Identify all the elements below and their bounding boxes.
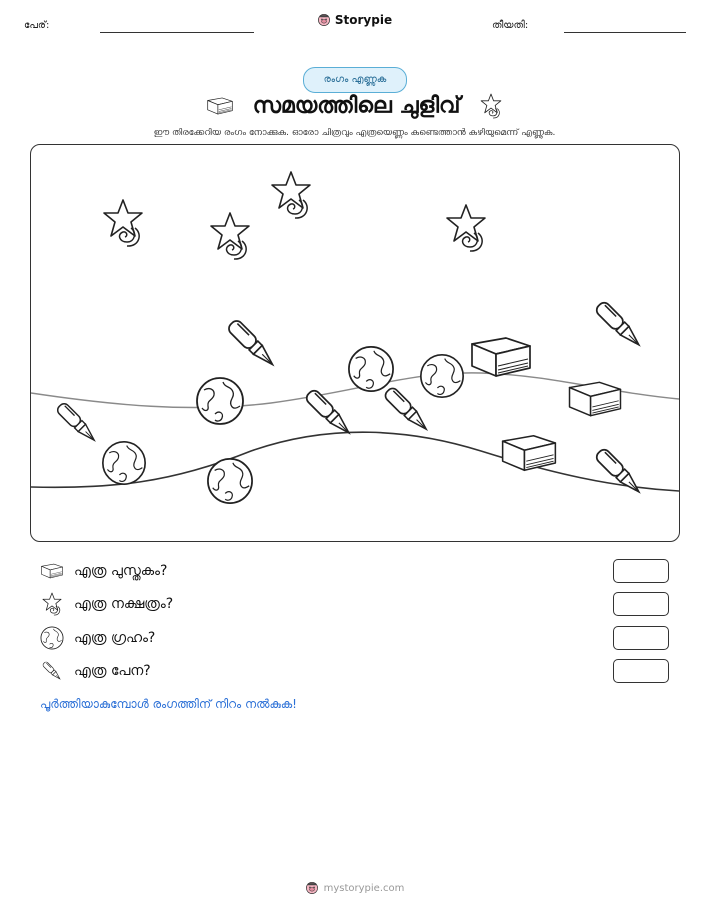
storypie-logo-icon <box>305 881 319 895</box>
question-row-stars <box>40 591 173 617</box>
book-icon <box>503 436 556 471</box>
footer-url[interactable]: mystorypie.com <box>323 882 405 894</box>
counting-scene <box>30 144 680 542</box>
name-label: പേര്: <box>24 20 50 31</box>
answer-box-stars[interactable] <box>613 592 669 616</box>
book-icon <box>206 95 234 117</box>
question-row-pens <box>40 658 151 684</box>
answer-box-pens[interactable] <box>613 659 669 683</box>
shooting-star-icon <box>40 592 64 616</box>
shooting-star-icon <box>447 205 485 251</box>
question-row-books <box>40 558 167 584</box>
finish-note: പൂർത്തിയാകുമ്പോൾ രംഗത്തിന് നിറം നൽകുക! <box>40 697 297 711</box>
answer-box-planets[interactable] <box>613 626 669 650</box>
instruction-text: ഈ തിരക്കേറിയ രംഗം നോക്കുക. ഓരോ ചിത്രവും എത്രയെണ്ണം കണ്ടെത്താൻ കഴിയുമെന്ന് എണ്ണുക. <box>153 128 556 138</box>
date-label: തീയതി: <box>492 20 529 31</box>
globe-icon <box>349 347 393 391</box>
date-line[interactable] <box>564 32 686 33</box>
activity-tag: രംഗം എണ്ണുക <box>303 67 407 93</box>
shooting-star-icon <box>104 200 142 246</box>
fountain-pen-icon <box>594 447 643 496</box>
globe-icon <box>208 459 252 503</box>
shooting-star-icon <box>479 93 503 119</box>
question-text: എത്ര ഗ്രഹം? <box>74 630 156 646</box>
question-text: എത്ര നക്ഷത്രം? <box>74 596 174 612</box>
storypie-logo-icon <box>317 13 331 27</box>
book-icon <box>40 561 64 581</box>
fountain-pen-icon <box>594 300 643 349</box>
book-icon <box>472 338 530 376</box>
scene-illustration <box>31 145 679 541</box>
page-title: സമയത്തിലെ ചുളിവ് <box>252 93 461 119</box>
fountain-pen-icon <box>304 388 353 437</box>
globe-icon <box>197 378 243 424</box>
name-line[interactable] <box>100 32 254 33</box>
question-text: എത്ര പുസ്തകം? <box>74 563 168 579</box>
fountain-pen-icon <box>56 402 99 445</box>
question-text: എത്ര പേന? <box>74 663 151 679</box>
brand-name: Storypie <box>334 13 393 27</box>
fountain-pen-icon <box>383 386 431 434</box>
book-icon <box>570 382 621 415</box>
globe-icon <box>421 355 463 397</box>
title-row <box>0 93 709 119</box>
brand-header <box>0 12 709 31</box>
globe-icon <box>40 626 64 650</box>
footer <box>0 880 709 899</box>
answer-box-books[interactable] <box>613 559 669 583</box>
fountain-pen-icon <box>40 659 64 683</box>
fountain-pen-icon <box>226 318 277 369</box>
shooting-star-icon <box>211 213 249 259</box>
question-row-planets <box>40 625 155 651</box>
globe-icon <box>103 442 145 484</box>
shooting-star-icon <box>272 172 310 218</box>
